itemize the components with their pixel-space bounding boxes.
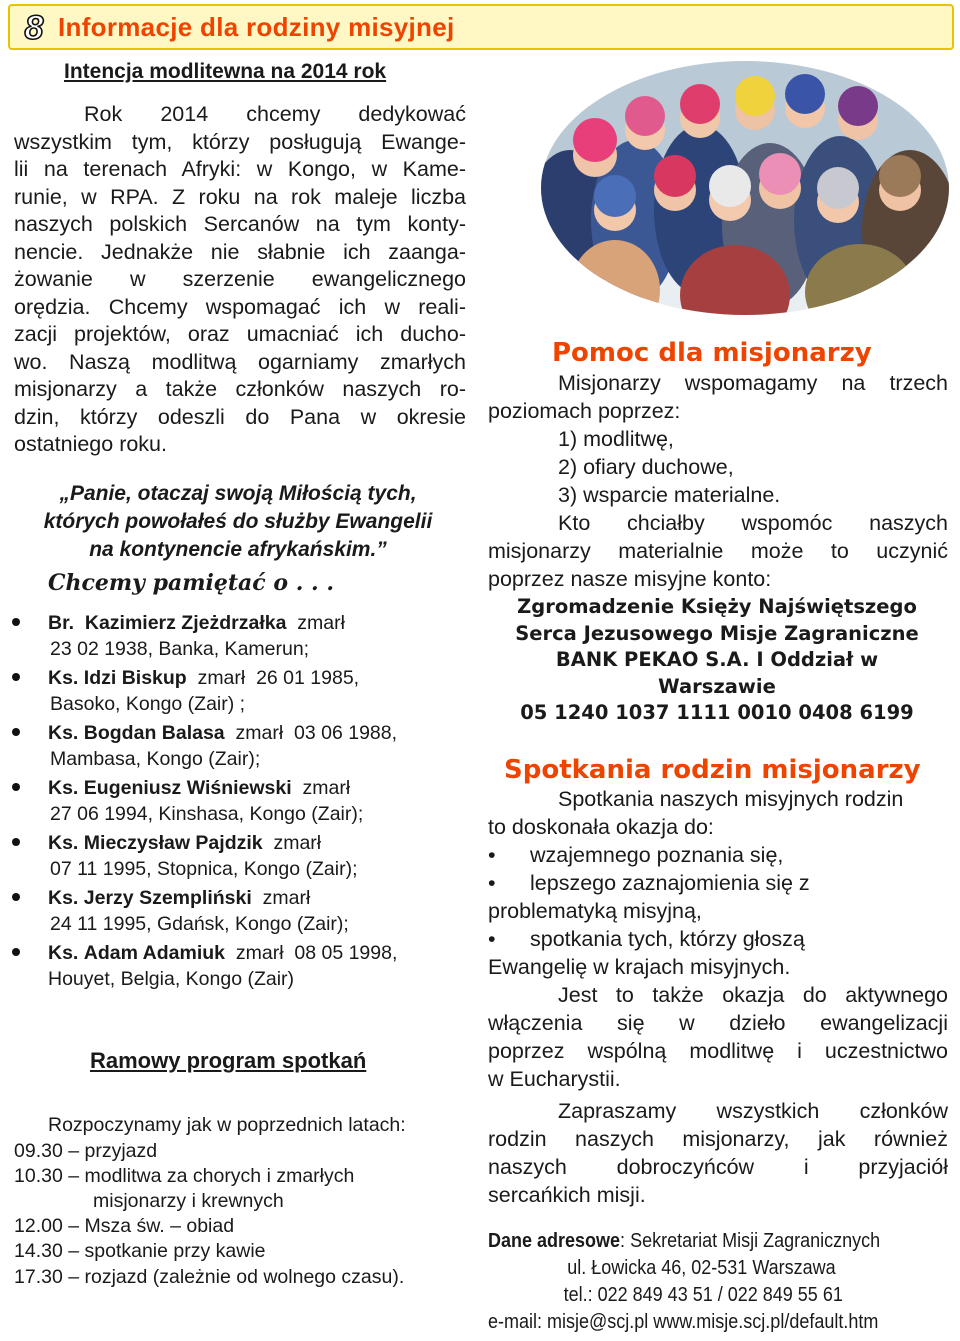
meetings-line: problematyką misyjną,: [488, 899, 702, 923]
died-label: zmarł: [235, 942, 284, 964]
page-number: 8: [24, 9, 44, 46]
bullet-icon: [12, 838, 20, 846]
died-label: zmarł: [262, 887, 311, 909]
quote-line: na kontynencie afrykańskim.”: [89, 538, 387, 561]
program-row: 10.30 – modlitwa za chorych i zmarłych: [14, 1165, 355, 1187]
paragraph-line: lii na terenach Afryki: w Kongo, w Kame-: [14, 157, 466, 181]
program-row: 17.30 – rozjazd (zależnie od wolnego czasu).: [14, 1266, 405, 1288]
bullet-icon: [12, 728, 20, 736]
deceased-title: Ks.: [48, 667, 79, 689]
paragraph-line: orędzia. Chcemy wspomagać ich w reali-: [14, 294, 466, 319]
program-activity: Msza św. – obiad: [84, 1215, 235, 1237]
died-label: zmarł: [297, 612, 345, 634]
paragraph-line: misjonarzy a także członków naszych ro-: [14, 377, 466, 401]
address-block: [488, 1228, 929, 1336]
deceased-details: 23 02 1938, Banka, Kamerun;: [50, 638, 310, 660]
address-contact: e-mail: misje@scj.pl www.misje.scj.pl/default.htm: [488, 1311, 879, 1333]
program-intro: Rozpoczynamy jak w poprzednich latach:: [48, 1114, 406, 1136]
help-line: Kto chciałby wspomóc naszych: [558, 511, 948, 535]
program-row: 14.30 – spotkanie przy kawie: [14, 1240, 266, 1262]
deceased-details: 24 11 1995, Gdańsk, Kongo (Zair);: [50, 913, 349, 935]
meetings-line: włączenia się w dzieło ewangelizacji: [488, 1011, 948, 1035]
deceased-item: [12, 663, 462, 718]
paragraph-line: zacji projektów, oraz umacniać ich ducho-: [14, 322, 466, 346]
deceased-details: Basoko, Kongo (Zair) ;: [50, 693, 246, 715]
deceased-title: Ks.: [48, 777, 79, 799]
deceased-item: [12, 938, 462, 993]
program-activity: modlitwa za chorych i zmarłych: [84, 1165, 355, 1187]
deceased-name: Eugeniusz Wiśniewski: [83, 777, 292, 799]
children-photo: [540, 60, 950, 316]
meetings-bullet: • spotkania tych, którzy głoszą: [488, 927, 805, 951]
deceased-title: Ks.: [48, 832, 79, 854]
program-time: 17.30: [14, 1266, 63, 1288]
bank-line: Serca Jezusowego Misje Zagraniczne: [515, 621, 919, 645]
died-label: zmarł: [273, 832, 322, 854]
meetings-line: Zapraszamy wszystkich członków: [558, 1099, 948, 1123]
intention-paragraph: [14, 101, 466, 459]
quote-line: których powołałeś do służby Ewangelii: [43, 510, 433, 533]
deceased-details: Mambasa, Kongo (Zair);: [50, 748, 261, 770]
deceased-item: [12, 718, 462, 773]
deceased-details: Houyet, Belgia, Kongo (Zair): [48, 968, 295, 990]
help-line: Misjonarzy wspomagamy na trzech: [558, 371, 948, 395]
meetings-bullet: • lepszego zaznajomienia się z: [488, 871, 810, 895]
deceased-name: Idzi Biskup: [83, 667, 187, 689]
page-number-badge: [14, 8, 54, 46]
help-line: misjonarzy materialnie może to uczynić: [488, 539, 948, 563]
program-title: Ramowy program spotkań: [90, 1048, 367, 1073]
deceased-name: Bogdan Balasa: [83, 722, 225, 744]
bank-line: BANK PEKAO S.A. I Oddział w: [555, 648, 879, 671]
meetings-heading: Spotkania rodzin misjonarzy: [504, 755, 921, 785]
meetings-line: w Eucharystii.: [488, 1067, 621, 1091]
meetings-text: [488, 785, 948, 1209]
account-number: 05 1240 1037 1111 0010 0408 6199: [520, 701, 914, 724]
deceased-title: Ks.: [48, 942, 79, 964]
paragraph-line: żowanie w szerzenie ewangelicznego: [14, 267, 466, 291]
bullet-icon: •: [488, 927, 496, 951]
page-title: Informacje dla rodziny misyjnej: [58, 12, 455, 42]
program-activity: misjonarzy i krewnych: [93, 1190, 284, 1212]
bullet-icon: [12, 618, 20, 626]
help-line: poprzez nasze misyjne konto:: [488, 567, 772, 591]
prayer-quote: [10, 480, 466, 564]
deceased-item: [12, 773, 462, 828]
help-line: 1) modlitwę,: [558, 427, 674, 451]
bullet-icon: [12, 673, 20, 681]
paragraph-line: dzin, którzy odeszli do Pana w okresie: [14, 404, 466, 429]
program-activity: rozjazd (zależnie od wolnego czasu).: [84, 1266, 405, 1288]
program-row: 12.00 – Msza św. – obiad: [14, 1215, 235, 1237]
program-time: 14.30: [14, 1240, 63, 1262]
quote-line: „Panie, otaczaj swoją Miłością tych,: [59, 482, 417, 505]
help-line: poziomach poprzez:: [488, 399, 681, 423]
paragraph-line: wszystkim tym, którzy posługują Ewange-: [14, 129, 466, 154]
help-line: 2) ofiary duchowe,: [558, 455, 734, 479]
bank-line: Zgromadzenie Księży Najświętszego: [517, 595, 917, 618]
deceased-item: [12, 883, 462, 938]
address-street: ul. Łowicka 46, 02-531 Warszawa: [567, 1257, 836, 1279]
meetings-line: Ewangelię w krajach misyjnych.: [488, 955, 791, 979]
help-line: 3) wsparcie materialne.: [558, 483, 781, 507]
bullet-icon: •: [488, 871, 496, 895]
deceased-name: Mieczysław Pajdzik: [83, 832, 263, 854]
program-activity: przyjazd: [84, 1140, 158, 1162]
help-heading: Pomoc dla misjonarzy: [552, 338, 872, 368]
meetings-bullet: • wzajemnego poznania się,: [488, 843, 784, 867]
meetings-line: sercańkich misji.: [488, 1183, 646, 1207]
meetings-line: Jest to także okazja do aktywnego: [558, 983, 948, 1007]
remember-heading: Chcemy pamiętać o . . .: [48, 570, 334, 596]
meetings-line: naszych dobroczyńców i przyjaciół: [488, 1155, 948, 1179]
died-label: zmarł: [197, 667, 246, 689]
intention-title: Intencja modlitewna na 2014 rok: [64, 60, 387, 83]
bank-line: Warszawie: [658, 674, 776, 698]
bullet-icon: •: [488, 843, 496, 867]
bullet-icon: [12, 948, 20, 956]
program-row: 09.30 – przyjazd: [14, 1140, 158, 1162]
bank-account: [484, 594, 950, 727]
paragraph-line: ostatniego roku.: [14, 432, 167, 456]
meetings-line: Spotkania naszych misyjnych rodzin: [558, 787, 904, 811]
meetings-line: to doskonała okazja do:: [488, 815, 714, 839]
paragraph-line: runie, w RPA. Z roku na rok maleje liczba: [14, 184, 466, 209]
deceased-name: Jerzy Szempliński: [83, 887, 252, 909]
program-row: [93, 1190, 284, 1213]
program-activity: spotkanie przy kawie: [84, 1240, 266, 1262]
deceased-name: Kazimierz Zjeżdrzałka: [84, 612, 287, 634]
died-label: zmarł: [235, 722, 284, 744]
program-time: 09.30: [14, 1140, 63, 1162]
death-date: 03 06 1988,: [294, 722, 398, 744]
address-phone: tel.: 022 849 43 51 / 022 849 55 61: [563, 1284, 843, 1306]
address-line: [488, 1228, 929, 1255]
address-org: : Sekretariat Misji Zagranicznych: [620, 1230, 881, 1252]
meetings-line: rodzin naszych misjonarzy, jak również: [488, 1127, 948, 1151]
paragraph-line: wo. Naszą modlitwą ogarniamy zmarłych: [14, 349, 466, 374]
paragraph-line: nencie. Jednakże nie słabnie ich zaanga-: [14, 239, 466, 264]
died-label: zmarł: [302, 777, 351, 799]
program-time: 12.00: [14, 1215, 63, 1237]
deceased-item: [12, 608, 462, 663]
deceased-details: 27 06 1994, Kinshasa, Kongo (Zair);: [50, 803, 364, 825]
deceased-title: Ks.: [48, 887, 79, 909]
deceased-list: [12, 608, 462, 993]
paragraph-line: naszych polskich Sercanów na tym konty-: [14, 212, 466, 236]
paragraph-line: Rok 2014 chcemy dedykować: [84, 102, 466, 126]
deceased-details: 07 11 1995, Stopnica, Kongo (Zair);: [50, 858, 358, 880]
deceased-title: Ks.: [48, 722, 79, 744]
bullet-icon: [12, 893, 20, 901]
deceased-name: Adam Adamiuk: [83, 942, 226, 964]
death-date: 08 05 1998,: [294, 942, 398, 964]
deceased-item: [12, 828, 462, 883]
death-date: 26 01 1985,: [256, 667, 360, 689]
address-label: Dane adresowe: [488, 1230, 621, 1252]
program-time: 10.30: [14, 1165, 63, 1187]
bullet-icon: [12, 783, 20, 791]
deceased-title: Br.: [48, 612, 75, 634]
help-text: [488, 369, 948, 593]
meetings-line: poprzez wspólną modlitwę i uczestnictwo: [488, 1039, 948, 1063]
